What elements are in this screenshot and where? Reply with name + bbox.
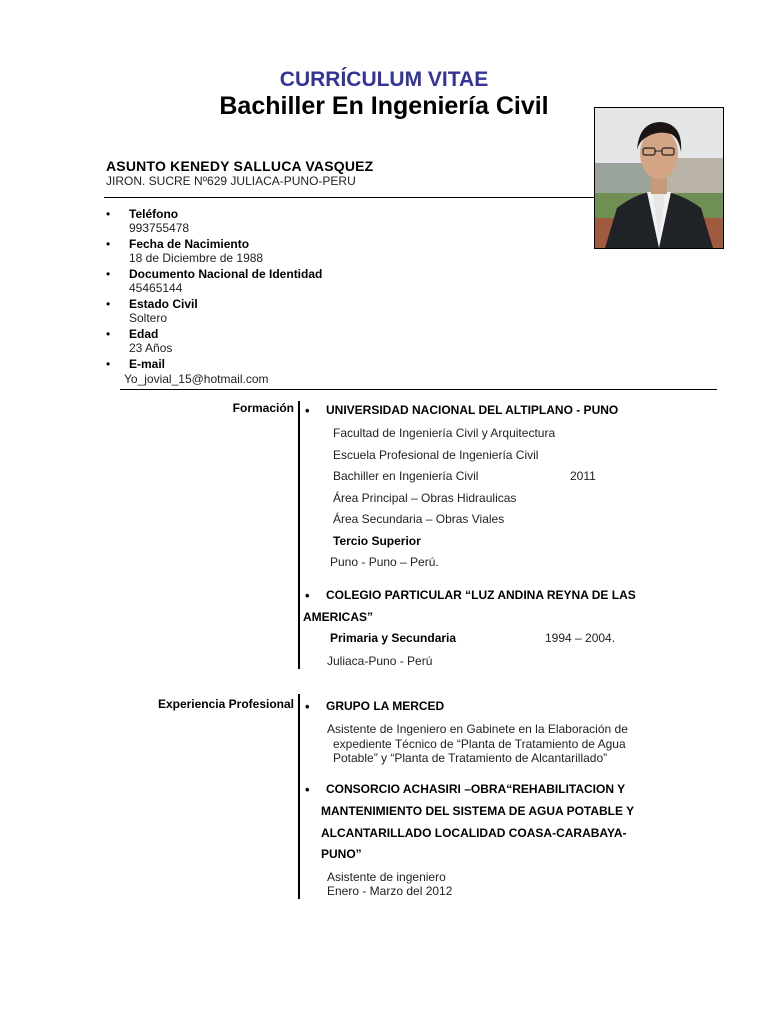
job2-period: Enero - Marzo del 2012 (327, 884, 453, 898)
university-degree-year: 2011 (570, 469, 596, 483)
job2-company-line1: CONSORCIO ACHASIRI –OBRA“REHABILITACION Y (326, 782, 626, 796)
school-years: 1994 – 2004. (545, 631, 616, 645)
school-level: Primaria y Secundaria (330, 631, 457, 645)
info-label: Fecha de Nacimiento (129, 237, 250, 251)
job1-desc-line1: Asistente de Ingeniero en Gabinete en la Elaboración de (327, 722, 628, 736)
university-area-main: Área Principal – Obras Hidraulicas (333, 491, 517, 505)
bullet: • (305, 588, 310, 603)
divider-top (104, 197, 594, 198)
info-label: Estado Civil (129, 297, 198, 311)
info-value: Soltero (129, 311, 168, 325)
university-degree: Bachiller en Ingeniería Civil (333, 469, 479, 483)
info-item-estado-civil: • Estado Civil Soltero (106, 297, 322, 327)
job2-role: Asistente de ingeniero (327, 870, 446, 884)
job1-desc-line2: expediente Técnico de “Planta de Tratamiento de Agua (333, 737, 626, 751)
job2-company-line4: PUNO” (321, 847, 362, 861)
info-item-dni: • Documento Nacional de Identidad 45465144 (106, 267, 323, 295)
job1-company: GRUPO LA MERCED (326, 699, 445, 713)
info-label: E-mail (129, 357, 166, 371)
info-label: Documento Nacional de Identidad (129, 267, 323, 281)
info-item-edad: • Edad 23 Años (106, 327, 322, 357)
bullet: • (305, 699, 310, 714)
info-value: 993755478 (129, 221, 190, 235)
info-value: 18 de Diciembre de 1988 (129, 251, 264, 265)
section-label-experiencia: Experiencia Profesional (157, 697, 294, 711)
bullet: • (305, 782, 310, 797)
job1-desc-line3: Potable” y “Planta de Tratamiento de Alcantarillado” (333, 751, 608, 765)
university-location: Puno - Puno – Perú. (330, 555, 439, 569)
bullet: • (305, 403, 310, 418)
university-name: UNIVERSIDAD NACIONAL DEL ALTIPLANO - PUNO (326, 403, 619, 417)
divider-middle (120, 389, 717, 390)
cv-title: CURRÍCULUM VITAE (279, 68, 489, 91)
info-value: 45465144 (129, 281, 183, 295)
info-label: Edad (129, 327, 159, 341)
info-item-fecha-nacimiento: • Fecha de Nacimiento 18 de Diciembre de 1988 (106, 237, 322, 267)
person-address: JIRON. SUCRE Nº629 JULIACA-PUNO-PERU (106, 174, 356, 188)
profile-photo (594, 107, 724, 249)
experiencia-vertical-rule (298, 694, 300, 899)
school-name-line2: AMERICAS” (303, 610, 374, 624)
info-value: 23 Años (129, 341, 173, 355)
job2-company-line2: MANTENIMIENTO DEL SISTEMA DE AGUA POTABLE Y (321, 804, 635, 818)
info-label: Teléfono (129, 207, 179, 221)
cv-subtitle: Bachiller En Ingeniería Civil (219, 92, 549, 120)
section-label-formacion: Formación (232, 401, 294, 415)
email-value[interactable]: Yo_jovial_15@hotmail.com (124, 372, 269, 386)
university-faculty: Facultad de Ingeniería Civil y Arquitectura (333, 426, 556, 440)
school-name-line1: COLEGIO PARTICULAR “LUZ ANDINA REYNA DE LAS (326, 588, 636, 602)
person-name: ASUNTO KENEDY SALLUCA VASQUEZ (106, 158, 374, 174)
university-rank: Tercio Superior (333, 534, 421, 548)
school-location: Juliaca-Puno - Perú (327, 654, 433, 668)
personal-info-list (106, 207, 322, 371)
info-item-telefono: • Teléfono 993755478 (106, 207, 322, 237)
university-area-secondary: Área Secundaria – Obras Viales (333, 512, 505, 526)
info-item-email: • E-mail (106, 357, 322, 371)
formacion-vertical-rule (298, 401, 300, 669)
university-school: Escuela Profesional de Ingeniería Civil (333, 448, 539, 462)
job2-company-line3: ALCANTARILLADO LOCALIDAD COASA-CARABAYA- (321, 826, 627, 840)
